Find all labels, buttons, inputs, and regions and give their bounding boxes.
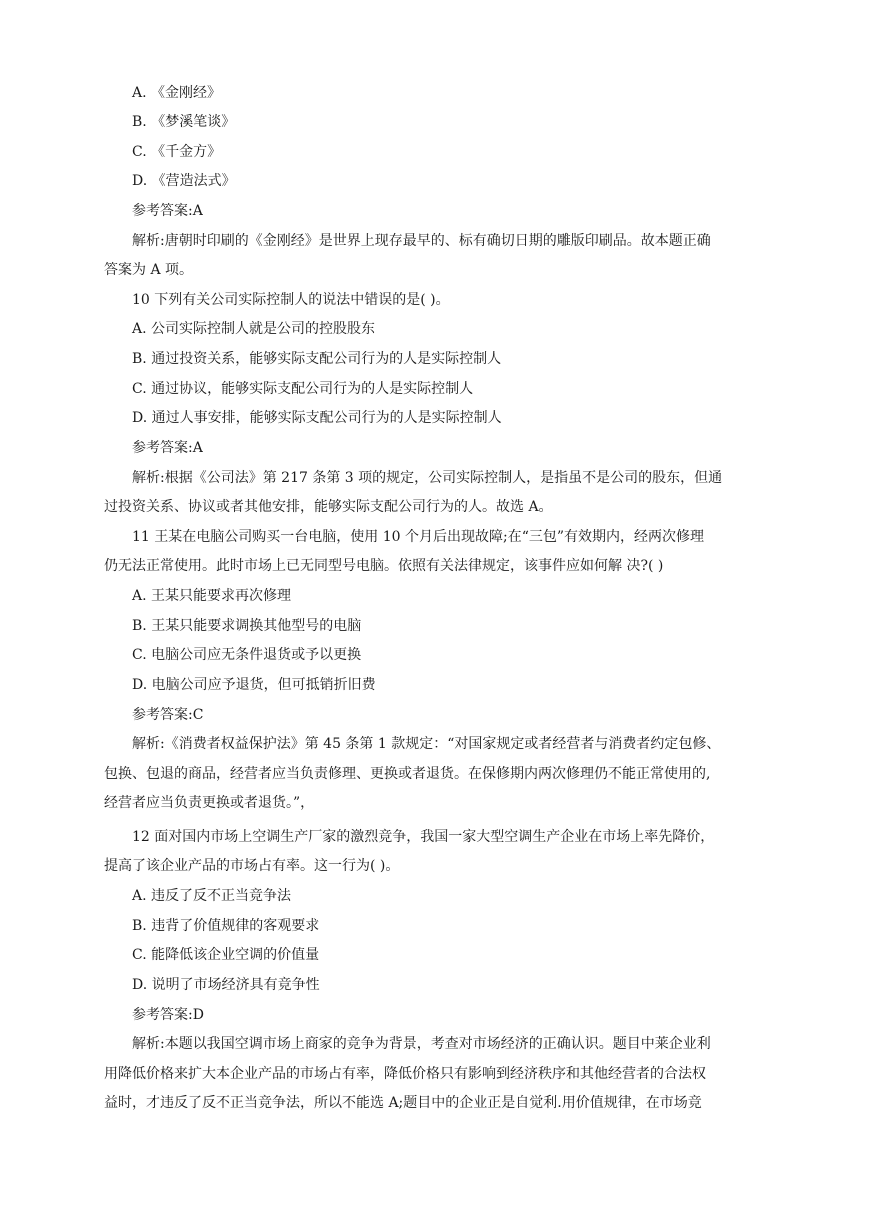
q12-question-line-2: 提高了该企业产品的市场占有率。这一行为( )。 [104,858,400,874]
q10-question-line-1: 10 下列有关公司实际控制人的说法中错误的是( )。 [132,292,450,308]
q11-analysis-line-2: 包换、包退的商品，经营者应当负责修理、更换或者退货。在保修期内两次修理仍不能正常使用的, [104,766,711,782]
q10-answer: 参考答案:A [132,440,203,456]
q11-question-line-1: 11 王某在电脑公司购买一台电脑，使用 10 个月后出现故障;在“三包”有效期内，经两次修理 [132,529,705,545]
q11-analysis-line-1: 解析:《消费者权益保护法》第 45 条第 1 款规定：“对国家规定或者经营者与消费者约定包修、 [132,736,721,752]
q9-option-b: B. 《梦溪笔谈》 [132,114,236,130]
q10-analysis-line-2: 过投资关系、协议或者其他安排，能够实际支配公司行为的人。故选 A。 [104,499,553,515]
q12-option-c: C. 能降低该企业空调的价值量 [132,947,320,963]
q11-option-d: D. 电脑公司应予退货，但可抵销折旧费 [132,677,376,693]
q11-option-c: C. 电脑公司应无条件退货或予以更换 [132,647,362,663]
q9-option-a: A. 《金刚经》 [132,85,222,101]
q11-answer: 参考答案:C [132,707,204,723]
q9-option-d: D. 《营造法式》 [132,173,236,189]
q10-option-d: D. 通过人事安排，能够实际支配公司行为的人是实际控制人 [132,410,502,426]
q12-option-a: A. 违反了反不正当竞争法 [132,888,292,904]
q10-option-b: B. 通过投资关系，能够实际支配公司行为的人是实际控制人 [132,351,502,367]
q10-option-a: A. 公司实际控制人就是公司的控股股东 [132,321,376,337]
q11-question-line-2: 仍无法正常使用。此时市场上已无同型号电脑。依照有关法律规定，该事件应如何解 决?( ) [104,558,664,574]
q9-analysis-line-2: 答案为 A 项。 [104,262,194,278]
q9-answer: 参考答案:A [132,203,203,219]
q12-analysis-line-3: 益时，才违反了反不正当竞争法，所以不能选 A;题目中的企业正是自觉利.用价值规律，在市场竞 [104,1095,702,1111]
q12-analysis-line-1: 解析:本题以我国空调市场上商家的竞争为背景，考查对市场经济的正确认识。题目中莱企业利 [132,1036,711,1052]
q9-option-c: C. 《千金方》 [132,144,222,160]
q12-question-line-1: 12 面对国内市场上空调生产厂家的激烈竞争，我国一家大型空调生产企业在市场上率先降价， [132,829,715,845]
q12-answer: 参考答案:D [132,1007,204,1023]
q12-analysis-line-2: 用降低价格来扩大本企业产品的市场占有率，降低价格只有影响到经济秩序和其他经营者的合法权 [104,1066,706,1082]
q12-option-b: B. 违背了价值规律的客观要求 [132,918,320,934]
q9-analysis-line-1: 解析:唐朝时印刷的《金刚经》是世界上现存最早的、标有确切日期的雕版印刷品。故本题正确 [132,233,711,249]
q11-option-b: B. 王某只能要求调换其他型号的电脑 [132,618,362,634]
q10-option-c: C. 通过协议，能够实际支配公司行为的人是实际控制人 [132,381,474,397]
q11-option-a: A. 王某只能要求再次修理 [132,588,292,604]
q11-analysis-line-3: 经营者应当负责更换或者退货。”， [104,795,315,811]
q12-option-d: D. 说明了市场经济具有竞争性 [132,977,320,993]
q10-analysis-line-1: 解析:根据《公司法》第 217 条第 3 项的规定，公司实际控制人，是指虽不是公司的股东，但通 [132,470,723,486]
